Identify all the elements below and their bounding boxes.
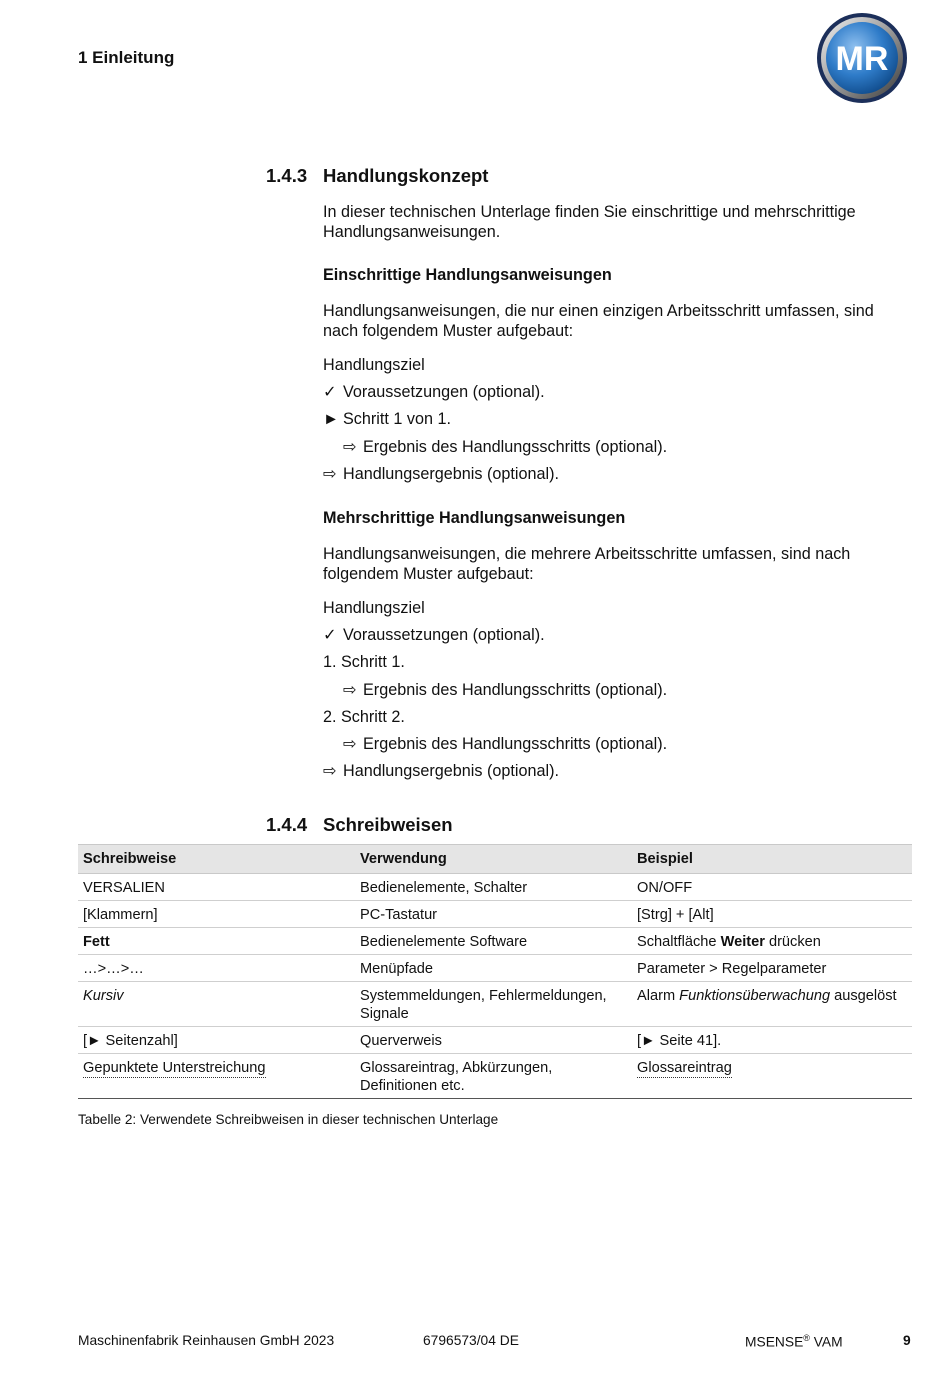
check-icon: ✓ <box>323 383 337 401</box>
section-title: Handlungskonzept <box>323 165 489 186</box>
usage-cell: PC-Tastatur <box>355 901 632 928</box>
check-icon: ✓ <box>323 626 337 644</box>
multi-prereq: ✓ Voraussetzungen (optional). <box>323 626 545 644</box>
notation-cell: [Klammern] <box>78 901 355 928</box>
table-row <box>78 874 912 901</box>
example-cell <box>632 1054 912 1099</box>
multi-description: Handlungsanweisungen, die mehrere Arbeitsschritte umfassen, sind nach folgendem Muster aufgebaut: <box>323 545 851 583</box>
example-cell: Schaltfläche Weiter drücken <box>632 928 912 955</box>
result-arrow-icon: ⇨ <box>343 681 357 699</box>
table-row <box>78 1054 912 1099</box>
single-step-result: ⇨ Ergebnis des Handlungsschritts (optional). <box>343 438 668 456</box>
example-cell: [► Seite 41]. <box>632 1027 912 1054</box>
footer-product: MSENSE® VAM <box>745 1333 843 1350</box>
multi-step-1-result: ⇨ Ergebnis des Handlungsschritts (optional). <box>343 681 668 699</box>
table-row <box>78 928 912 955</box>
glossary-link[interactable]: Gepunktete Unterstreichung <box>83 1060 266 1076</box>
section-number: 1.4.3 <box>266 165 308 186</box>
subheading-multi: Mehrschrittige Handlungsanweisungen <box>323 509 626 527</box>
example-cell: Parameter > Regelparameter <box>632 955 912 982</box>
notation-cell: [► Seitenzahl] <box>78 1027 355 1054</box>
page-number: 9 <box>903 1333 911 1348</box>
glossary-link[interactable]: Glossareintrag <box>637 1060 732 1076</box>
column-header: Beispiel <box>632 845 912 874</box>
usage-cell: Glossareintrag, Abkürzungen, Definitionen etc. <box>355 1054 632 1099</box>
svg-text:MR: MR <box>835 40 889 78</box>
table-row <box>78 1027 912 1054</box>
column-header: Schreibweise <box>78 845 355 874</box>
footer-company: Maschinenfabrik Reinhausen GmbH 2023 <box>78 1333 335 1348</box>
notation-cell: …>…>… <box>78 955 355 982</box>
result-arrow-icon: ⇨ <box>343 735 357 753</box>
result-arrow-icon: ⇨ <box>343 438 357 456</box>
table-row <box>78 955 912 982</box>
example-cell: ON/OFF <box>632 874 912 901</box>
table-caption: Tabelle 2: Verwendete Schreibweisen in dieser technischen Unterlage <box>78 1112 499 1127</box>
multi-step-2-result: ⇨ Ergebnis des Handlungsschritts (optional). <box>343 735 668 753</box>
notation-cell: VERSALIEN <box>78 874 355 901</box>
usage-cell: Bedienelemente, Schalter <box>355 874 632 901</box>
usage-cell: Menüpfade <box>355 955 632 982</box>
single-prereq: ✓ Voraussetzungen (optional). <box>323 383 545 401</box>
result-arrow-icon: ⇨ <box>323 762 337 780</box>
single-result: ⇨ Handlungsergebnis (optional). <box>323 465 559 483</box>
table-row <box>78 982 912 1027</box>
section-title: Schreibweisen <box>323 814 453 835</box>
multi-goal: Handlungsziel <box>323 599 425 617</box>
mr-logo <box>816 12 908 104</box>
multi-step-2: 2. Schritt 2. <box>323 708 405 726</box>
intro-paragraph: In dieser technischen Unterlage finden Sie einschrittige und mehrschrittige Handlungsanweisungen. <box>323 203 856 241</box>
usage-cell: Querverweis <box>355 1027 632 1054</box>
single-goal: Handlungsziel <box>323 356 425 374</box>
table-row <box>78 901 912 928</box>
multi-result: ⇨ Handlungsergebnis (optional). <box>323 762 559 780</box>
section-number: 1.4.4 <box>266 814 308 835</box>
footer-doc-number: 6796573/04 DE <box>423 1333 519 1348</box>
notation-cell: Kursiv <box>78 982 355 1027</box>
chapter-header: 1 Einleitung <box>78 48 175 67</box>
usage-cell: Bedienelemente Software <box>355 928 632 955</box>
notation-cell <box>78 1054 355 1099</box>
example-cell: Alarm Funktionsüberwachung ausgelöst <box>632 982 912 1027</box>
example-cell: [Strg] + [Alt] <box>632 901 912 928</box>
single-description: Handlungsanweisungen, die nur einen einzigen Arbeitsschritt umfassen, sind nach folgendem Muster aufgebaut: <box>323 302 874 340</box>
result-arrow-icon: ⇨ <box>323 465 337 483</box>
multi-step-1: 1. Schritt 1. <box>323 653 405 671</box>
play-arrow-icon: ► <box>323 410 340 428</box>
single-step: ► Schritt 1 von 1. <box>323 410 451 428</box>
subheading-single: Einschrittige Handlungsanweisungen <box>323 266 612 284</box>
usage-cell: Systemmeldungen, Fehlermeldungen, Signale <box>355 982 632 1027</box>
notation-table <box>78 844 912 1099</box>
column-header: Verwendung <box>355 845 632 874</box>
table-header-row <box>78 845 912 874</box>
notation-cell: Fett <box>78 928 355 955</box>
